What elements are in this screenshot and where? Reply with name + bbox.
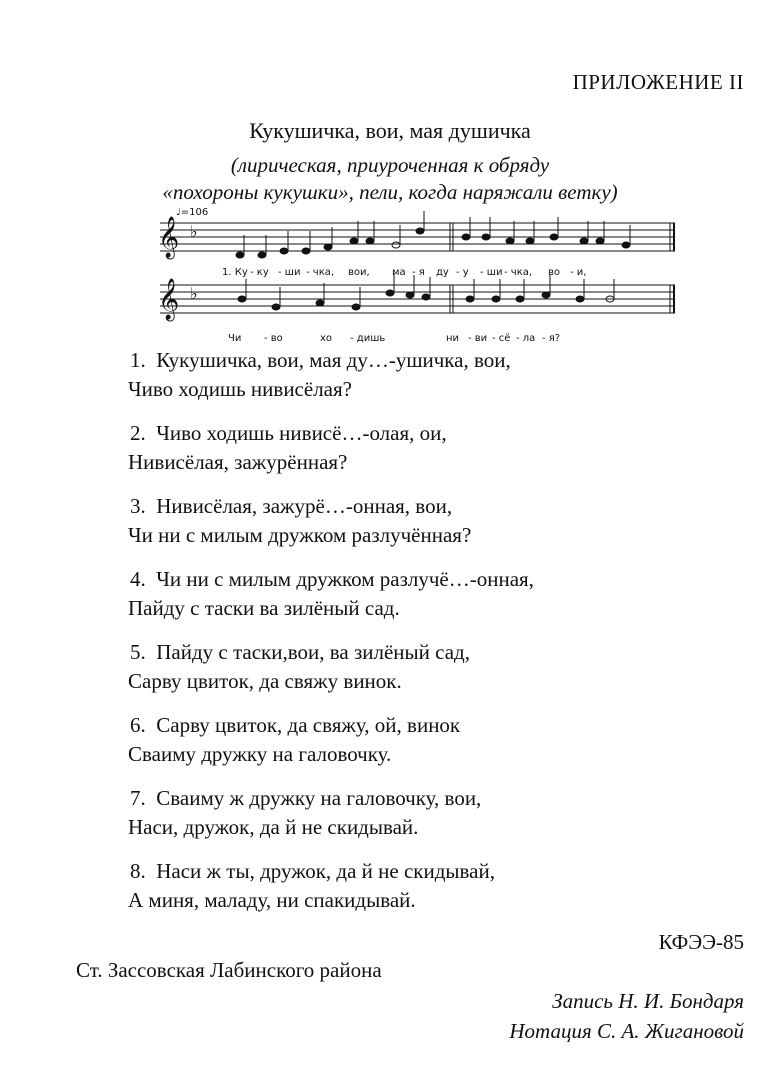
note-head <box>466 296 474 302</box>
note-head <box>324 244 332 250</box>
verse-line: Сваиму дружку на галовочку. <box>128 742 392 766</box>
lyric-syllable: - ла <box>516 333 536 344</box>
note-head <box>236 252 244 258</box>
recorded-by: Запись Н. И. Бондаря <box>552 989 744 1013</box>
verse-line: Сарву цвиток, да свяжу винок. <box>128 669 402 693</box>
lyric-syllable: Чи <box>228 333 242 344</box>
note-head <box>302 248 310 254</box>
verses <box>128 346 688 930</box>
verse-7 <box>128 784 688 842</box>
verse-5 <box>128 638 688 696</box>
lyric-syllable: - чка, <box>306 267 335 278</box>
credits <box>509 986 744 1046</box>
music-notation <box>150 205 682 353</box>
verse-line: Кукушичка, вои, мая ду…-ушичка, вои, <box>156 348 511 372</box>
note-head <box>596 238 604 244</box>
staff-2 <box>160 285 675 313</box>
note-head <box>238 296 246 302</box>
verse-number: 8. <box>130 859 146 883</box>
verse-line: Чи ни с милым дружком разлучё…-онная, <box>156 567 534 591</box>
subtitle-line-2: «похороны кукушки», пели, когда наряжали ветку) <box>162 180 618 204</box>
note-head <box>580 238 588 244</box>
note-head <box>406 292 414 298</box>
verse-line: Нивисёлая, зажурё…-онная, вои, <box>156 494 453 518</box>
recording-place: Ст. Зассовская Лабинского района <box>76 958 382 982</box>
verse-6 <box>128 711 688 769</box>
note-head <box>516 296 524 302</box>
verse-4 <box>128 565 688 623</box>
lyric-syllable: - сё <box>492 333 511 344</box>
note-head <box>622 242 630 248</box>
lyric-syllable: - ши <box>480 267 503 278</box>
verse-number: 5. <box>130 640 146 664</box>
verse-3 <box>128 492 688 550</box>
song-subtitle <box>0 152 780 206</box>
lyric-syllable: - у <box>456 267 469 278</box>
verse-line: Наси, дружок, да й не скидывай. <box>128 815 419 839</box>
flat-sign-1: ♭ <box>190 222 198 241</box>
subtitle-line-1: (лирическая, приуроченная к обряду <box>230 153 550 177</box>
note-head <box>576 296 584 302</box>
note-head <box>350 238 358 244</box>
verse-number: 4. <box>130 567 146 591</box>
lyric-syllable: ма <box>392 267 406 278</box>
verse-line: Нивисёлая, зажурённая? <box>128 450 348 474</box>
note-head <box>316 300 324 306</box>
lyrics-staff-1 <box>222 267 586 278</box>
lyric-syllable: - во <box>264 333 283 344</box>
lyrics-staff-2 <box>228 333 560 344</box>
verse-line: Пайду с таски ва зилёный сад. <box>128 596 400 620</box>
appendix-label: ПРИЛОЖЕНИЕ II <box>572 70 744 94</box>
collection-code: КФЭЭ-85 <box>658 930 744 954</box>
note-head <box>422 294 430 300</box>
note-head <box>492 296 500 302</box>
note-head <box>526 238 534 244</box>
verse-number: 1. <box>130 348 146 372</box>
lyric-syllable: - ши <box>278 267 301 278</box>
tempo-mark: ♩=106 <box>176 207 209 218</box>
note-head <box>542 292 550 298</box>
lyric-syllable: - и, <box>570 267 587 278</box>
note-head <box>550 234 558 240</box>
lyric-syllable: во <box>548 267 561 278</box>
verse-number: 2. <box>130 421 146 445</box>
lyric-syllable: - ку <box>250 267 269 278</box>
verse-line: Сваиму ж дружку на галовочку, вои, <box>156 786 482 810</box>
treble-clef-1: 𝄞 <box>158 217 180 258</box>
lyric-syllable: вои, <box>348 267 370 278</box>
lyric-syllable: - ви <box>468 333 488 344</box>
note-head <box>272 304 280 310</box>
note-head <box>416 228 424 234</box>
verse-line: Пайду с таски,вои, ва зилёный сад, <box>156 640 470 664</box>
note-head <box>506 238 514 244</box>
verse-line: Чиво ходишь нивисё…-олая, ои, <box>156 421 447 445</box>
verse-number: 3. <box>130 494 146 518</box>
verse-8 <box>128 857 688 915</box>
lyric-syllable: ду <box>436 267 449 278</box>
verse-line: А миня, маладу, ни спакидывай. <box>128 888 416 912</box>
song-title: Кукушичка, вои, мая душичка <box>249 118 531 143</box>
note-head <box>482 234 490 240</box>
lyric-syllable: - чка, <box>504 267 533 278</box>
note-head <box>352 304 360 310</box>
verse-line: Наси ж ты, дружок, да й не скидывай, <box>156 859 495 883</box>
note-head <box>280 248 288 254</box>
notation-by: Нотация С. А. Жигановой <box>509 1019 744 1043</box>
lyric-syllable: хо <box>320 333 333 344</box>
note-head <box>258 252 266 258</box>
verse-number: 7. <box>130 786 146 810</box>
verse-2 <box>128 419 688 477</box>
flat-sign-2: ♭ <box>190 284 198 303</box>
verse-line: Сарву цвиток, да свяжу, ой, винок <box>156 713 461 737</box>
verse-line: Чиво ходишь нивисёлая? <box>128 377 352 401</box>
lyric-syllable: ни <box>446 333 460 344</box>
lyric-syllable: - дишь <box>350 333 386 344</box>
verse-line: Чи ни с милым дружком разлучённая? <box>128 523 472 547</box>
note-head <box>386 290 394 296</box>
treble-clef-2: 𝄞 <box>158 279 180 320</box>
staff-1 <box>160 223 675 251</box>
lyric-syllable: - я? <box>542 333 561 344</box>
note-head <box>462 234 470 240</box>
note-head <box>392 242 400 248</box>
lyric-syllable: - я <box>412 267 425 278</box>
verse-1 <box>128 346 688 404</box>
lyric-syllable: 1. Ку <box>222 267 248 278</box>
verse-number: 6. <box>130 713 146 737</box>
note-head <box>366 238 374 244</box>
